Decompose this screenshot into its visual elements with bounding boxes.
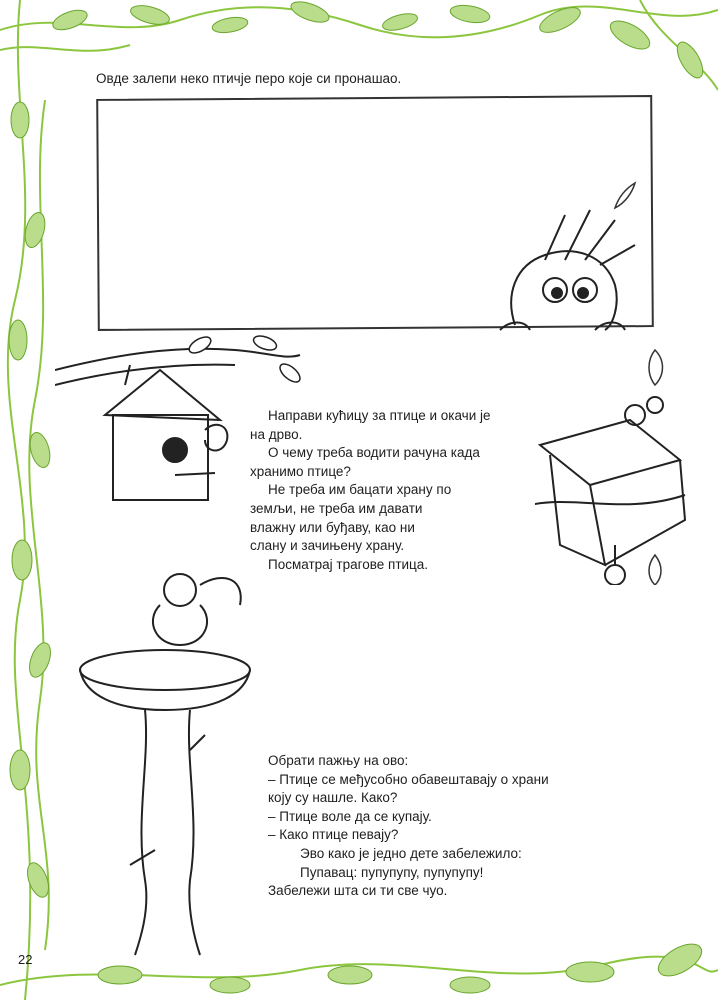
text-line: слану и зачињену храну. xyxy=(250,538,405,554)
text-line: Направи кућицу за птице и окачи је xyxy=(268,408,491,423)
text-line: Не треба им бацати храну по xyxy=(268,482,452,498)
text-line: – Птице воле да се купају. xyxy=(268,808,432,824)
page-number: 22 xyxy=(18,952,33,967)
text-line: влажну или буђаву, као ни xyxy=(250,519,415,535)
text-line: хранимо птице? xyxy=(250,463,351,479)
text-line: Посматрај трагове птица. xyxy=(268,556,429,572)
bird-feeder-illustration xyxy=(535,345,695,585)
feather-icon xyxy=(610,178,640,214)
text-line: Забележи шта си ти све чуо. xyxy=(268,883,448,899)
text-line: на дрво. xyxy=(250,426,303,442)
text-line: земљи, не треба им давати xyxy=(250,500,423,516)
feather-instruction: Овде залепи неко птичје перо које си пронашао. xyxy=(96,71,402,86)
text-line: Пупавац: пупупупу, пупупупу! xyxy=(300,864,484,880)
text-line: О чему треба водити рачуна када xyxy=(268,445,480,461)
bird-bath-illustration xyxy=(75,560,260,960)
birdhouse-text-block xyxy=(250,407,528,574)
text-line: – Птице се међусобно обавештавају о храни xyxy=(268,771,549,787)
text-line: Эво како је једно дете забележило: xyxy=(300,845,522,861)
text-line: – Како птице певају? xyxy=(268,827,399,843)
text-line: Обрати пажњу на ово: xyxy=(268,753,409,768)
raccoon-character-illustration xyxy=(495,205,645,335)
text-line: коју су нашле. Како? xyxy=(268,790,398,806)
attention-text-block xyxy=(268,752,568,901)
